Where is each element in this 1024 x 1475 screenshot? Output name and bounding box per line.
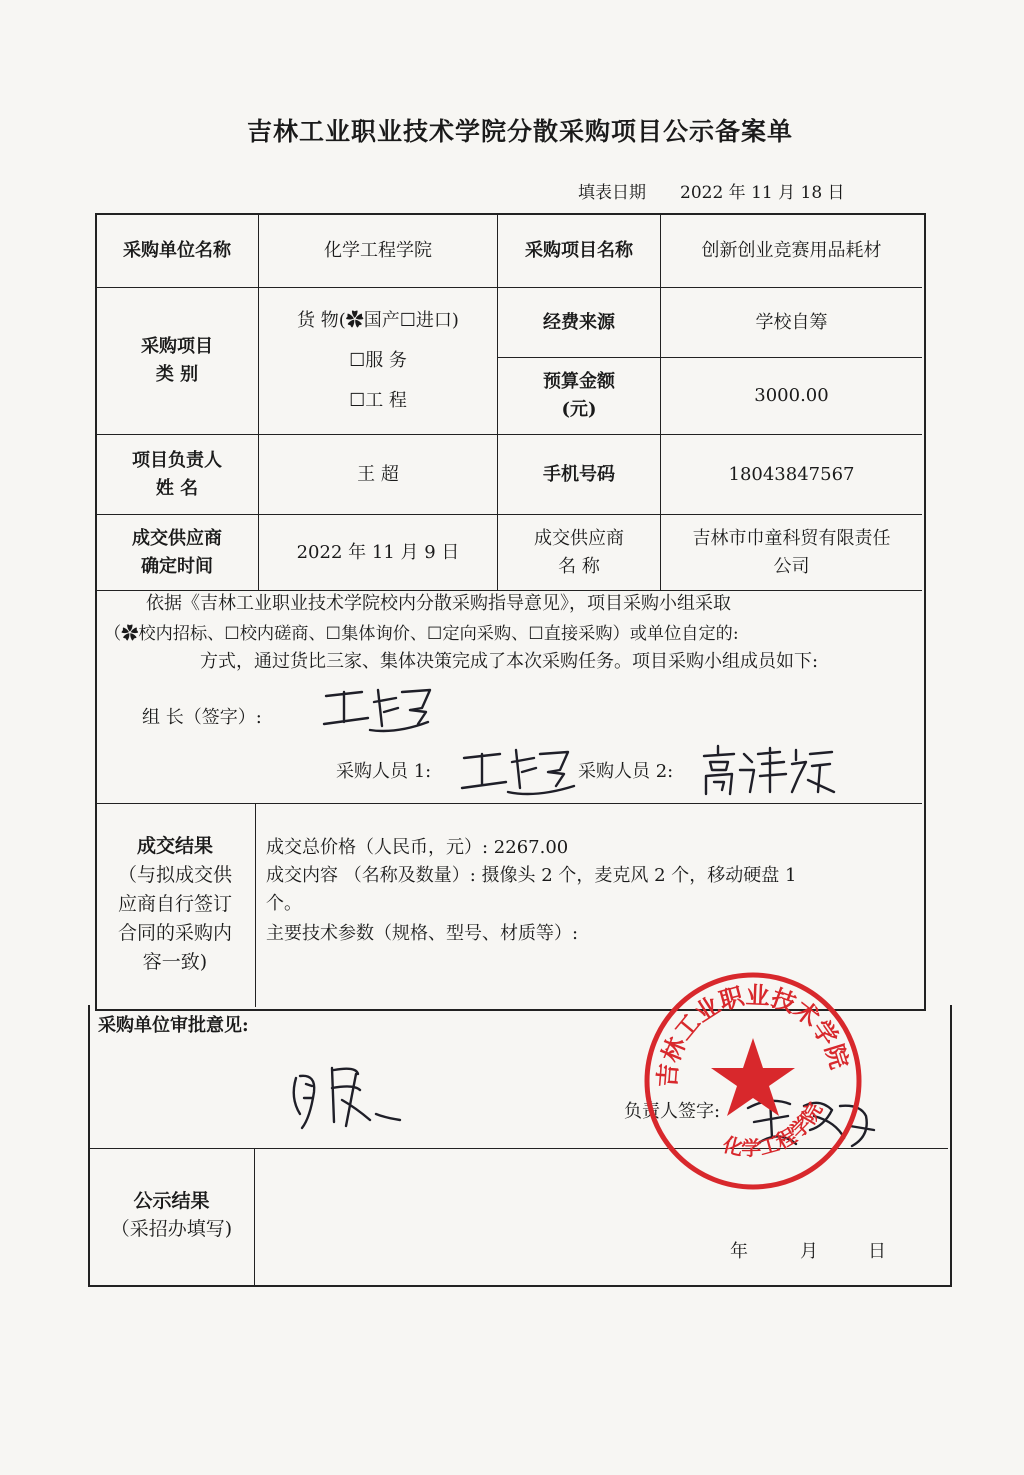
supplier-name-label [498,515,660,590]
category-goods: 货 物(✿国产☐进口) [297,310,459,331]
publicity-label-line2: （采招办填写) [110,1218,233,1240]
supplier-time-label [96,515,258,590]
seal-text-bottom: 化学工程学院 [720,1098,828,1161]
fund-value: 学校自筹 [755,311,828,333]
result-tech-params: 主要技术参数（规格、型号、材质等）: [266,923,579,944]
supplier-time-value: 2022 年 11 月 9 日 [296,541,460,563]
budget-label-line1: 预算金额 [543,371,615,392]
signer-label: 负责人签字: [624,1101,721,1122]
category-label-line1: 采购项目 [141,336,213,357]
leader-label-line2: 姓 名 [155,477,199,499]
project-value: 创新创业竞赛用品耗材 [701,239,882,261]
category-options [259,288,497,434]
budget-value: 3000.00 [754,385,829,406]
supplier-time-label-line2: 确定时间 [141,555,213,577]
leader-sign-label: 组 长（签字）: [142,707,262,728]
result-label-line2: （与拟成交供 [117,864,232,886]
project-label: 采购项目名称 [525,239,633,261]
result-label-line5: 容一致) [142,951,208,973]
leader-value: 王 超 [357,463,399,485]
buyer1-signature [456,740,586,800]
unit-label: 采购单位名称 [123,239,231,261]
result-label-line4: 合同的采购内 [117,922,232,944]
leader-signature [318,678,448,738]
unit-value: 化学工程学院 [324,239,432,261]
leader-label [96,435,258,514]
category-service: ☐服 务 [349,350,407,371]
fund-label: 经费来源 [543,311,615,333]
result-content-line1: 成交内容 （名称及数量）: 摄像头 2 个，麦克风 2 个，移动硬盘 1 [266,865,797,886]
method-line1: 依据《吉林工业职业技术学院校内分散采购指导意见》，项目采购小组采取 [146,593,731,614]
publicity-day: 日 [868,1241,886,1262]
supplier-name-value-line1: 吉林市巾童科贸有限责任 [692,527,891,549]
category-label-line2: 类 别 [155,364,199,385]
approval-signature [286,1048,416,1138]
publicity-label [89,1180,254,1250]
buyer1-label: 采购人员 1: [336,761,432,782]
publicity-month: 月 [800,1241,818,1262]
budget-label [498,358,660,434]
form-title: 吉林工业职业技术学院分散采购项目公示备案单 [246,117,793,146]
supplier-name-label-line2: 名 称 [558,555,600,577]
phone-value: 18043847567 [728,463,855,485]
publicity-label-line1: 公示结果 [133,1190,210,1212]
buyer2-label: 采购人员 2: [578,761,674,782]
method-line2: （✿校内招标、☐校内磋商、☐集体询价、☐定向采购、☐直接采购）或单位自定的: [104,624,739,644]
leader-label-line1: 项目负责人 [132,449,222,471]
category-engineering: ☐工 程 [349,390,407,411]
buyer2-signature [700,740,840,800]
publicity-year: 年 [730,1241,748,1262]
method-line3: 方式，通过货比三家、集体决策完成了本次采购任务。项目采购小组成员如下: [200,651,819,672]
result-total-price: 成交总价格（人民币，元）: 2267.00 [266,837,569,858]
approval-label: 采购单位审批意见: [98,1015,249,1036]
supplier-name-label-line1: 成交供应商 [534,527,624,549]
budget-label-line2: (元) [561,399,597,420]
official-seal [640,968,866,1194]
supplier-time-label-line1: 成交供应商 [132,527,222,549]
result-content-line2: 个。 [266,893,302,914]
supplier-name-value [661,515,922,590]
fill-date [578,178,845,203]
seal-star-icon [711,1038,795,1116]
result-label-line3: 应商自行签订 [117,893,232,915]
supplier-name-value-line2: 公司 [773,555,810,577]
phone-label: 手机号码 [543,463,615,485]
category-label [96,288,258,434]
fill-date-label: 填表日期 [578,183,646,203]
result-label-line1: 成交结果 [136,835,213,857]
seal-text-top: 吉林工业职业技术学院 [653,981,854,1089]
fill-date-value: 2022 年 11 月 18 日 [680,183,845,203]
result-label [96,832,254,982]
